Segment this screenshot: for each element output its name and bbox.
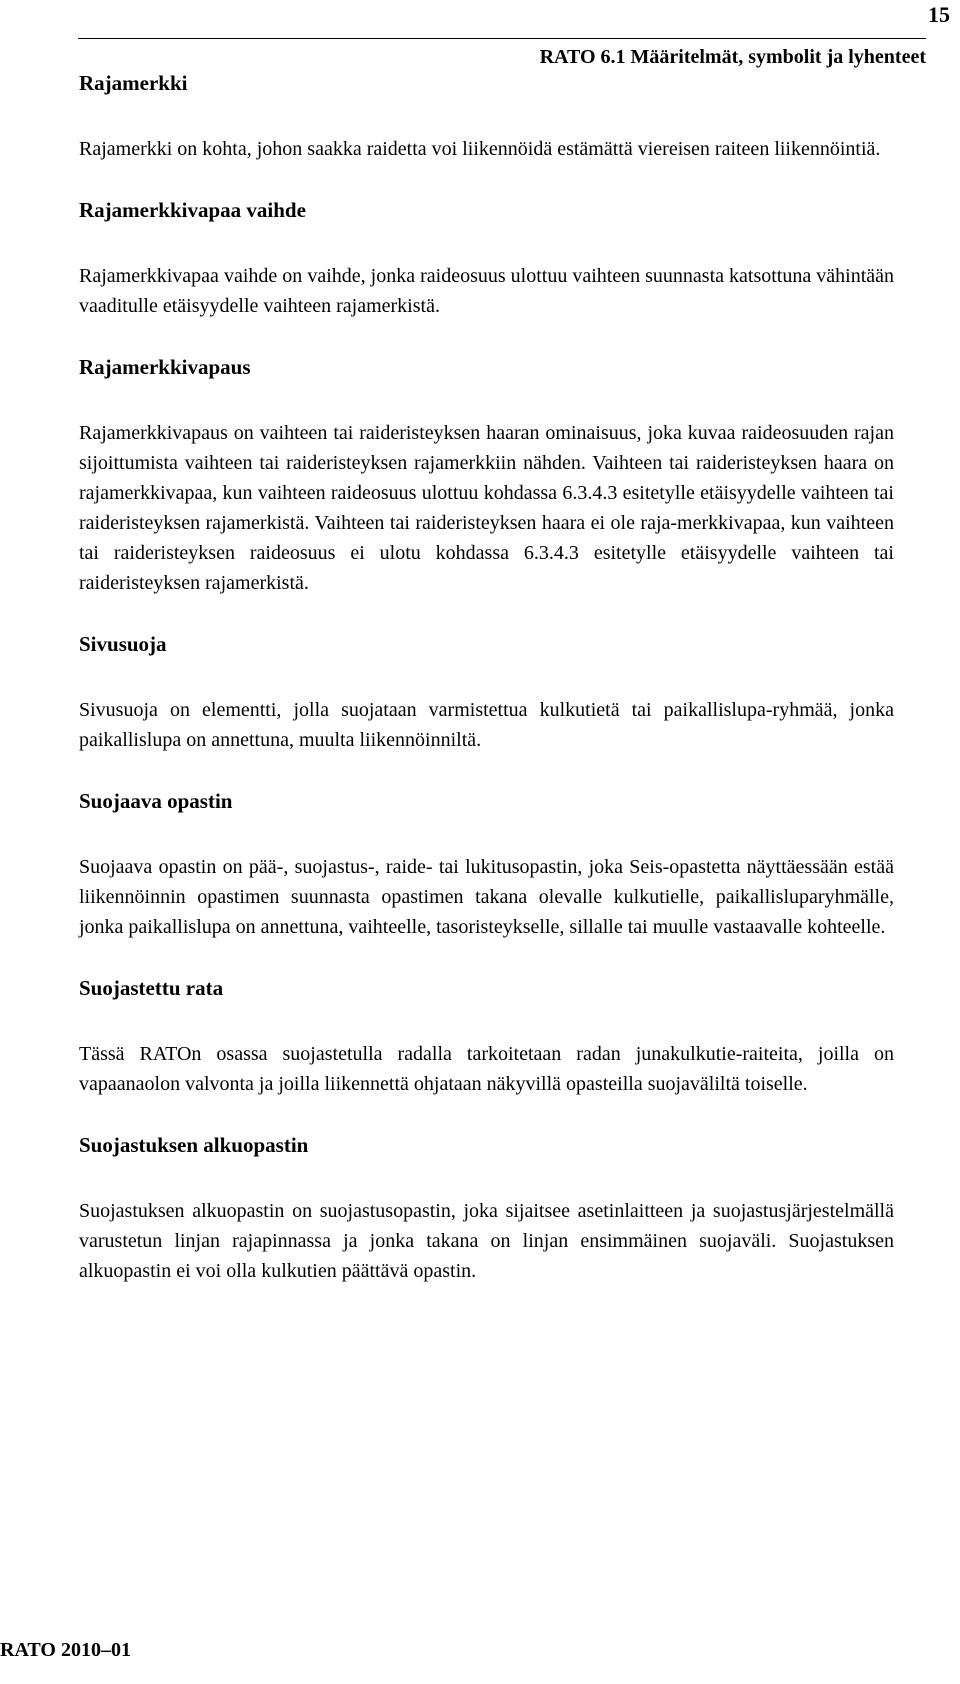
page-number: 15 (928, 2, 950, 27)
section-paragraph: Suojaava opastin on pää-, suojastus-, raide- tai lukitusopastin, joka Seis-opastetta näyttäessään estää liikennöinnin opastimen suunnasta opastimen takana olevalle kulkutielle, paikallisluparyhmälle, jonka paikallislupa on annettuna, vaihteelle, tasoristeykselle, sillalle tai muulle vastaavalle kohteelle. (79, 856, 894, 938)
section-paragraph: Suojastuksen alkuopastin on suojastusopastin, joka sijaitsee asetinlaitteen ja suojastusjärjestelmällä varustetun linjan rajapinnassa ja jonka takana on linjan ensimmäinen suojaväli. Suojastuksen alkuopastin ei voi olla kulkutien päättävä opastin. (79, 1200, 894, 1282)
section-rajamerkkivapaus (79, 351, 894, 598)
section-heading: Suojastuksen alkuopastin (79, 1133, 309, 1157)
header-rule (78, 38, 926, 39)
section-suojaava-opastin (79, 785, 894, 942)
section-sivusuoja (79, 628, 894, 755)
section-paragraph: Rajamerkkivapaa vaihde on vaihde, jonka raideosuus ulottuu vaihteen suunnasta katsottuna vähintään vaaditulle etäisyydelle vaihteen rajamerkistä. (79, 265, 894, 317)
document-body (79, 67, 894, 1286)
section-heading: Sivusuoja (79, 632, 167, 656)
section-suojastuksen-alkuopastin (79, 1129, 894, 1286)
section-paragraph: Rajamerkki on kohta, johon saakka raidetta voi liikennöidä estämättä viereisen raiteen liikennöintiä. (79, 138, 881, 160)
section-heading: Rajamerkkivapaus (79, 355, 251, 379)
section-rajamerkkivapaa-vaihde (79, 194, 894, 321)
section-heading: Suojastettu rata (79, 976, 224, 1000)
section-paragraph: Tässä RATOn osassa suojastetulla radalla tarkoitetaan radan junakulkutie-raiteita, joilla on vapaanaolon valvonta ja joilla liikennettä ohjataan näkyvillä opasteilla suojaväliltä toiselle. (79, 1043, 894, 1095)
section-suojastettu-rata (79, 972, 894, 1099)
section-heading: Rajamerkkivapaa vaihde (79, 198, 306, 222)
section-paragraph: Rajamerkkivapaus on vaihteen tai raideristeyksen haaran ominaisuus, joka kuvaa raideosuuden rajan sijoittumista vaihteen tai raideristeyksen rajamerkkiin nähden. Vaihteen tai raideristeyksen haara on rajamerkkivapaa, kun vaihteen raideosuus ulottuu kohdassa 6.3.4.3 esitetylle etäisyydelle vaihteen tai raideristeyksen rajamerkistä. Vaihteen tai raideristeyksen haara ei ole raja-merkkivapaa, kun vaihteen tai raideristeyksen raideosuus ei ulotu kohdassa 6.3.4.3 esitetylle etäisyydelle vaihteen tai raideristeyksen rajamerkistä. (79, 422, 894, 594)
section-rajamerkki (79, 67, 894, 164)
page-footer: RATO 2010–01 (0, 1639, 131, 1661)
section-heading: Rajamerkki (79, 71, 188, 95)
section-paragraph: Sivusuoja on elementti, jolla suojataan varmistettua kulkutietä tai paikallislupa-ryhmää, jonka paikallislupa on annettuna, muulta liikennöinniltä. (79, 699, 894, 751)
section-heading: Suojaava opastin (79, 789, 233, 813)
running-header: RATO 6.1 Määritelmät, symbolit ja lyhenteet (539, 46, 926, 68)
